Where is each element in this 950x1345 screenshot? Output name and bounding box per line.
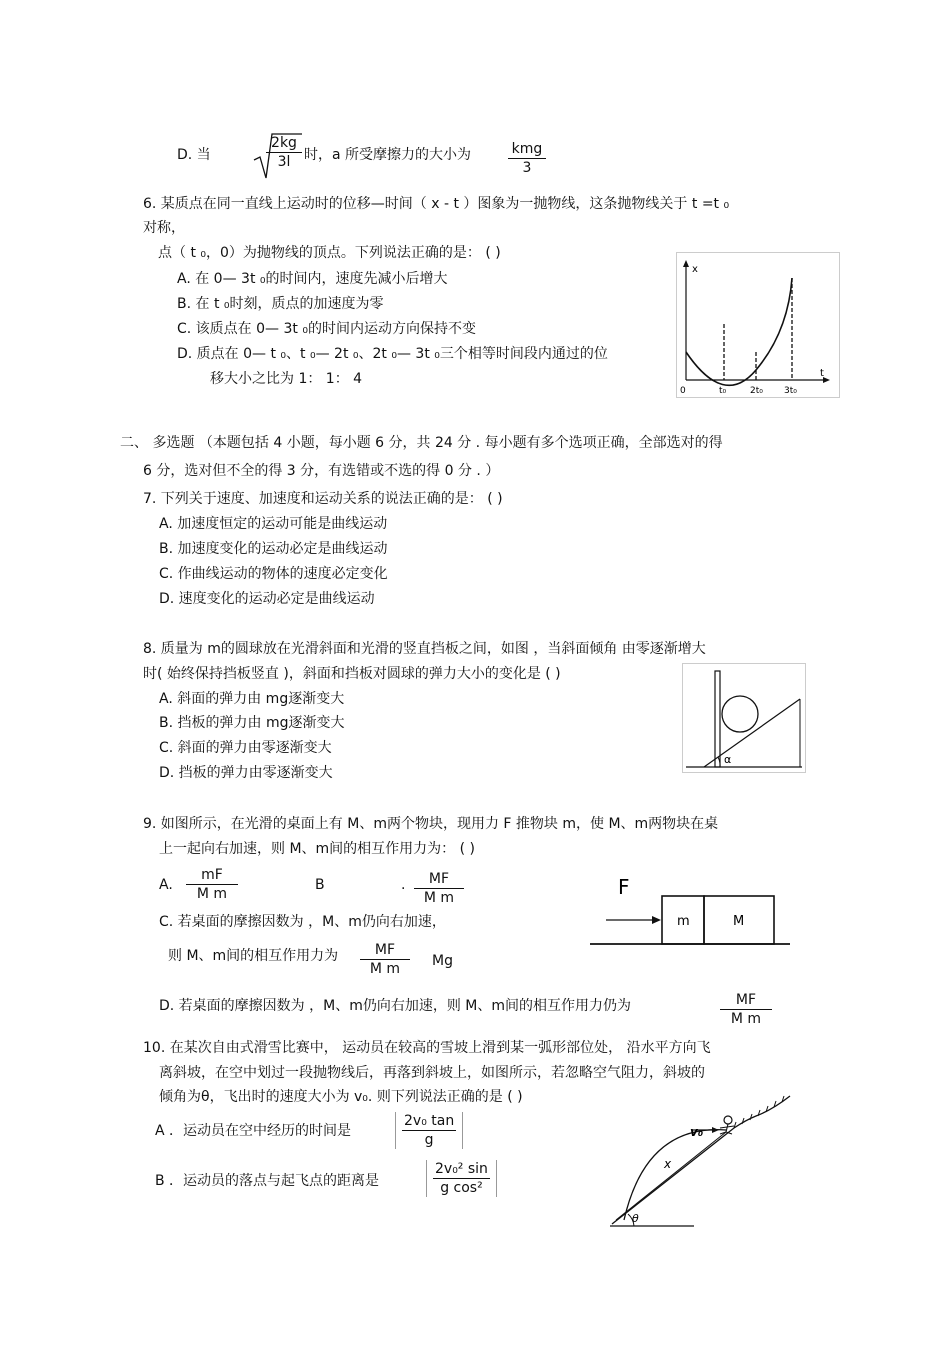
q10-stem-line3: 倾角为θ，飞出时的速度大小为 v₀. 则下列说法正确的是 ( ) <box>159 1089 523 1105</box>
q6-tick-2t0: 2t₀ <box>750 386 763 396</box>
q10-ski-jump-figure <box>606 1090 800 1232</box>
q5-option-d-mid: 时，a 所受摩擦力的大小为 <box>304 147 472 163</box>
q9-option-c-fraction <box>360 941 410 978</box>
q8-option-a: A. 斜面的弹力由 mg逐渐变大 <box>159 691 345 707</box>
q9-option-a-fraction <box>186 866 238 903</box>
q8-stem-line2: 时( 始终保持挡板竖直 )，斜面和挡板对圆球的弹力大小的变化是 ( ) <box>143 666 561 682</box>
q9-option-b-label: B <box>315 877 325 893</box>
q9-b-num: MF <box>414 870 464 889</box>
q7-option-d: D. 速度变化的运动必定是曲线运动 <box>159 591 375 607</box>
q7-option-b: B. 加速度变化的运动必定是曲线运动 <box>159 541 388 557</box>
q9-option-a-label: A. <box>159 877 173 893</box>
q9-block-M-label: M <box>733 914 745 929</box>
q10-stem-line1: 10. 在某次自由式滑雪比赛中， 运动员在较高的雪坡上滑到某一弧形部位处， 沿水平方向飞 <box>143 1040 711 1056</box>
q6-tick-3t0: 3t₀ <box>784 386 797 396</box>
q6-option-d-cont: 移大小之比为 1： 1： 4 <box>210 371 363 387</box>
q5-option-d-fraction <box>508 140 546 177</box>
q9-option-b-fraction <box>414 870 464 907</box>
q9-option-c-line2: 则 M、m间的相互作用力为 <box>168 948 339 964</box>
q8-alpha-label: α <box>724 753 732 766</box>
q9-a-den: M m <box>196 886 228 902</box>
q7-stem: 7. 下列关于速度、加速度和运动关系的说法正确的是： ( ) <box>143 491 503 507</box>
q9-option-c-line1: C. 若桌面的摩擦因数为 ，M、m仍向右加速， <box>159 914 446 930</box>
q10-x-label: x <box>664 1157 672 1171</box>
q6-xt-graph <box>676 252 840 398</box>
q5-option-d-label: D. 当 <box>177 147 211 163</box>
section2-line1: 二、 多选题 （本题包括 4 小题，每小题 6 分，共 24 分 . 每小题有多个选项正确，全部选对的得 <box>120 435 723 451</box>
q10-option-b-fraction <box>426 1160 497 1197</box>
q6-tick-0: 0 <box>680 386 686 396</box>
q9-a-num: mF <box>186 866 238 885</box>
q10-option-a-fraction <box>395 1112 463 1149</box>
q6-graph-x-label: t <box>820 368 824 379</box>
q10-option-b: B ．运动员的落点与起飞点的距离是 <box>155 1173 380 1189</box>
q6-option-b: B. 在 t ₀时刻，质点的加速度为零 <box>177 296 384 312</box>
q9-stem-line2: 上一起向右加速，则 M、m间的相互作用力为： ( ) <box>159 841 475 857</box>
q6-stem-line1: 6. 某质点在同一直线上运动时的位移—时间（ x - t ）图象为一抛物线，这条抛物线关于 t =t ₀ <box>143 196 730 212</box>
q10-stem-line2: 离斜坡，在空中划过一段抛物线后，再落到斜坡上，如图所示，若忽略空气阻力，斜坡的 <box>159 1065 705 1081</box>
q10-b-num: 2v₀² sin <box>435 1161 488 1177</box>
q5-sqrt-num: 2kg <box>266 134 302 153</box>
q8-ball-incline-figure <box>682 663 806 773</box>
q9-blocks-figure <box>586 868 796 950</box>
q8-stem-line1: 8. 质量为 m的圆球放在光滑斜面和光滑的竖直挡板之间，如图 ，当斜面倾角 由零逐渐增大 <box>143 641 706 657</box>
q9-option-d-line: D. 若桌面的摩擦因数为 ，M、m仍向右加速，则 M、m间的相互作用力仍为 <box>159 998 632 1014</box>
q9-d-num: MF <box>720 991 772 1010</box>
q6-option-a: A. 在 0— 3t ₀的时间内，速度先减小后增大 <box>177 271 448 287</box>
q9-option-b-dot: . <box>401 877 406 893</box>
q5-sqrt-fraction <box>266 134 302 171</box>
q6-stem-line2: 对称， <box>143 220 185 236</box>
q9-force-label: F <box>618 875 630 899</box>
q9-c-den: M m <box>369 961 401 977</box>
q7-option-c: C. 作曲线运动的物体的速度必定变化 <box>159 566 388 582</box>
q9-stem-line1: 9. 如图所示，在光滑的桌面上有 M、m两个物块，现用力 F 推物块 m，使 M、m两物块在桌 <box>143 816 719 832</box>
q9-c-num: MF <box>360 941 410 960</box>
q5-frac-num: kmg <box>508 140 546 159</box>
q10-v0-label: v₀ <box>690 1125 704 1139</box>
q6-graph-y-label: x <box>692 264 698 275</box>
section2-line2: 6 分，选对但不全的得 3 分，有选错或不选的得 0 分 . ） <box>143 463 500 479</box>
q5-frac-den: 3 <box>522 160 532 176</box>
q6-stem-line3: 点（ t ₀，0）为抛物线的顶点。下列说法正确的是： ( ) <box>158 245 501 261</box>
q6-tick-t0: t₀ <box>719 386 727 396</box>
q6-option-d: D. 质点在 0— t ₀、t ₀— 2t ₀、2t ₀— 3t ₀三个相等时间段内通过的位 <box>177 346 608 362</box>
q9-block-m-label: m <box>677 914 690 929</box>
q10-b-den: g cos² <box>440 1180 483 1196</box>
q5-sqrt-den: 3l <box>277 154 291 170</box>
q10-a-num: 2v₀ tan <box>404 1113 455 1129</box>
q9-option-c-tail: Mg <box>432 953 453 969</box>
q8-option-d: D. 挡板的弹力由零逐渐变大 <box>159 765 333 781</box>
q10-a-den: g <box>424 1132 434 1148</box>
q8-option-c: C. 斜面的弹力由零逐渐变大 <box>159 740 332 756</box>
q9-option-d-fraction <box>720 991 772 1028</box>
q8-option-b: B. 挡板的弹力由 mg逐渐变大 <box>159 715 345 731</box>
q6-option-c: C. 该质点在 0— 3t ₀的时间内运动方向保持不变 <box>177 321 476 337</box>
q10-option-a: A ．运动员在空中经历的时间是 <box>155 1123 352 1139</box>
q7-option-a: A. 加速度恒定的运动可能是曲线运动 <box>159 516 388 532</box>
q9-b-den: M m <box>423 890 455 906</box>
q10-theta-label: θ <box>632 1212 639 1225</box>
q9-d-den: M m <box>730 1011 762 1027</box>
